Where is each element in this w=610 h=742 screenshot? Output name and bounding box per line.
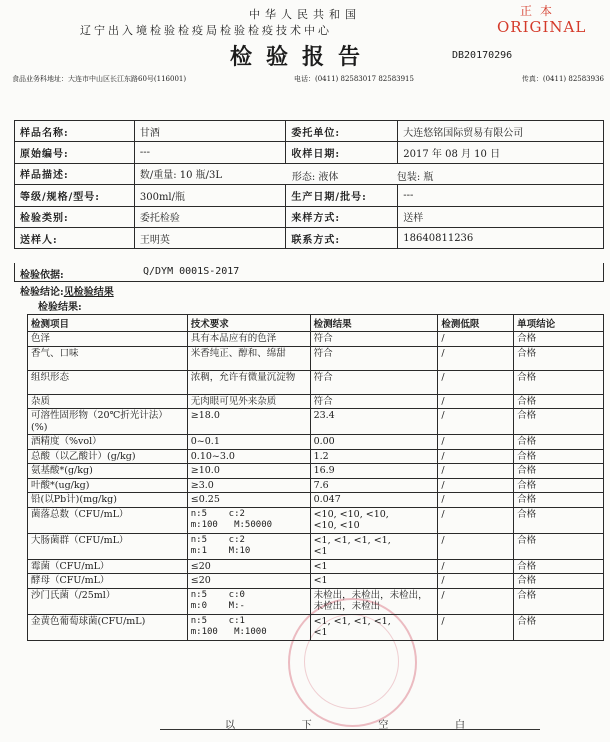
requirement-cell: ≤20 <box>187 574 310 589</box>
requirement-cell: 米香纯正、醇和、绵甜 <box>187 346 310 370</box>
sender-label: 送样人: <box>15 227 135 248</box>
basis: Q/DYM 0001S-2017 <box>143 266 240 277</box>
contact-label: 联系方式: <box>286 227 398 248</box>
desc-cell <box>134 163 603 184</box>
item-cell: 沙门氏菌（/25ml） <box>28 588 188 614</box>
item-cell: 杂质 <box>28 394 188 409</box>
table-row <box>28 614 604 640</box>
result-cell: 16.9 <box>310 464 438 479</box>
blank-char: 以 <box>225 720 235 731</box>
limit-cell: / <box>438 346 514 370</box>
fax: 传真：(0411) 82583936 <box>521 75 604 83</box>
col-header-limit: 检测低限 <box>438 315 514 332</box>
sampling: 送样 <box>398 206 604 227</box>
requirement-cell: 0.10~3.0 <box>187 449 310 464</box>
conclusion-label: 检验结论: <box>20 287 64 298</box>
blank-char: 下 <box>301 720 312 731</box>
item-cell: 香气、口味 <box>28 346 188 370</box>
result-cell: 1.2 <box>310 449 438 464</box>
table-row <box>28 409 604 435</box>
limit-cell: / <box>438 574 514 589</box>
result-cell: 7.6 <box>310 478 438 493</box>
desc-qty: 数/重量: 10 瓶/3L <box>139 170 223 182</box>
col-header-req: 技术要求 <box>187 315 310 332</box>
client-label: 委托单位: <box>286 121 398 142</box>
conclusion-cell: 合格 <box>514 533 604 559</box>
client: 大连悠铭国际贸易有限公司 <box>398 121 604 142</box>
result-cell: <1, <1, <1, <1, <1 <box>310 614 438 640</box>
limit-cell: / <box>438 409 514 435</box>
sample-name-label: 样品名称: <box>15 121 135 142</box>
item-cell: 酵母（CFU/mL） <box>28 574 188 589</box>
requirement-cell: 具有本品应有的色泽 <box>187 332 310 347</box>
conclusion-cell: 合格 <box>514 614 604 640</box>
conclusion-cell: 合格 <box>514 507 604 533</box>
item-cell: 总酸（以乙酸计）(g/kg) <box>28 449 188 464</box>
table-row <box>28 588 604 614</box>
table-row <box>28 370 604 394</box>
basis-row <box>14 263 604 282</box>
type-label: 检验类别: <box>15 206 135 227</box>
grade: 300ml/瓶 <box>134 185 286 206</box>
prod: --- <box>398 185 604 206</box>
limit-cell: / <box>438 332 514 347</box>
results-label: 检验结果: <box>38 302 82 313</box>
result-cell: <1 <box>310 574 438 589</box>
conclusion <box>20 283 114 298</box>
item-cell: 组织形态 <box>28 370 188 394</box>
conclusion-cell: 合格 <box>514 493 604 508</box>
grade-label: 等级/规格/型号: <box>15 185 135 206</box>
conclusion-cell: 合格 <box>514 370 604 394</box>
table-row <box>28 346 604 370</box>
limit-cell: / <box>438 435 514 450</box>
limit-cell: / <box>438 464 514 479</box>
sender: 王明英 <box>134 227 286 248</box>
item-cell: 菌落总数（CFU/mL） <box>28 507 188 533</box>
header-institution: 辽宁出入境检验检疫局检验检疫技术中心 <box>80 24 332 37</box>
limit-cell: / <box>438 478 514 493</box>
table-row <box>28 493 604 508</box>
limit-cell: / <box>438 588 514 614</box>
phone: 电话：(0411) 82583017 82583915 <box>293 75 414 83</box>
blank-char: 空 <box>378 720 389 731</box>
item-cell: 铅(以Pb计)(mg/kg) <box>28 493 188 508</box>
type: 委托检验 <box>134 206 286 227</box>
conclusion-cell: 合格 <box>514 409 604 435</box>
address: 食品业务科地址：大连市中山区长江东路60号(116001) <box>12 75 187 83</box>
requirement-cell: 0~0.1 <box>187 435 310 450</box>
report-number: DB20170296 <box>452 50 513 61</box>
conclusion-cell: 合格 <box>514 435 604 450</box>
item-cell: 叶酸*(ug/kg) <box>28 478 188 493</box>
item-cell: 色泽 <box>28 332 188 347</box>
result-cell: 0.00 <box>310 435 438 450</box>
item-cell: 霉菌（CFU/mL） <box>28 559 188 574</box>
conclusion-cell: 合格 <box>514 588 604 614</box>
table-row <box>28 449 604 464</box>
original-mark-cn: 正本 <box>520 4 561 18</box>
item-cell: 氨基酸*(g/kg) <box>28 464 188 479</box>
requirement-cell: n:5 c:1 m:100 M:1000 <box>187 614 310 640</box>
item-cell: 酒精度（%vol） <box>28 435 188 450</box>
conclusion-cell: 合格 <box>514 464 604 479</box>
table-row <box>28 464 604 479</box>
recv-date: 2017 年 08 月 10 日 <box>398 142 604 163</box>
requirement-cell: ≥18.0 <box>187 409 310 435</box>
conclusion-cell: 合格 <box>514 478 604 493</box>
conclusion-cell: 合格 <box>514 574 604 589</box>
sample-name: 甘酒 <box>134 121 286 142</box>
limit-cell: / <box>438 449 514 464</box>
conclusion-cell: 合格 <box>514 559 604 574</box>
result-cell: 符合 <box>310 332 438 347</box>
table-row <box>28 574 604 589</box>
table-row <box>28 507 604 533</box>
limit-cell: / <box>438 559 514 574</box>
requirement-cell: n:5 c:2 m:100 M:50000 <box>187 507 310 533</box>
result-cell: <1, <1, <1, <1, <1 <box>310 533 438 559</box>
limit-cell: / <box>438 533 514 559</box>
basis-label: 检验依据: <box>20 270 64 281</box>
item-cell: 大肠菌群（CFU/mL） <box>28 533 188 559</box>
sample-info-table <box>14 120 604 249</box>
desc-form: 形态: 液体 <box>291 171 339 183</box>
blank-marker <box>225 716 465 731</box>
col-header-item: 检测项目 <box>28 315 188 332</box>
limit-cell: / <box>438 493 514 508</box>
limit-cell: / <box>438 394 514 409</box>
orig-no-label: 原始编号: <box>15 142 135 163</box>
conclusion-cell: 合格 <box>514 346 604 370</box>
limit-cell: / <box>438 614 514 640</box>
col-header-result: 检测结果 <box>310 315 438 332</box>
requirement-cell: ≤0.25 <box>187 493 310 508</box>
header-country: 中华人民共和国 <box>249 8 361 21</box>
requirement-cell: ≥3.0 <box>187 478 310 493</box>
table-row <box>28 332 604 347</box>
conclusion-cell: 合格 <box>514 394 604 409</box>
requirement-cell: 浓稠，允许有微量沉淀物 <box>187 370 310 394</box>
result-cell: 符合 <box>310 346 438 370</box>
sampling-label: 来样方式: <box>286 206 398 227</box>
limit-cell: / <box>438 507 514 533</box>
table-row <box>28 533 604 559</box>
contact: 18640811236 <box>398 227 604 248</box>
blank-char: 白 <box>454 720 465 731</box>
result-cell: 23.4 <box>310 409 438 435</box>
result-cell: 符合 <box>310 370 438 394</box>
conclusion-cell: 合格 <box>514 332 604 347</box>
orig-no: --- <box>134 142 286 163</box>
result-cell: 0.047 <box>310 493 438 508</box>
desc-pack: 包装: 瓶 <box>396 171 434 183</box>
address-line <box>12 74 604 84</box>
requirement-cell: ≤20 <box>187 559 310 574</box>
result-cell: 未检出，未检出，未检出，未检出，未检出 <box>310 588 438 614</box>
table-row <box>28 435 604 450</box>
table-row <box>28 394 604 409</box>
recv-date-label: 收样日期: <box>286 142 398 163</box>
item-cell: 可溶性固形物（20℃折光计法）(%) <box>28 409 188 435</box>
desc-label: 样品描述: <box>15 163 135 184</box>
result-cell: <1 <box>310 559 438 574</box>
requirement-cell: n:5 c:2 m:1 M:10 <box>187 533 310 559</box>
table-row <box>28 478 604 493</box>
requirement-cell: ≥10.0 <box>187 464 310 479</box>
requirement-cell: n:5 c:0 m:0 M:- <box>187 588 310 614</box>
table-row <box>28 559 604 574</box>
limit-cell: / <box>438 370 514 394</box>
result-cell: <10, <10, <10, <10, <10 <box>310 507 438 533</box>
report-title: 检验报告 <box>230 44 375 70</box>
result-cell: 符合 <box>310 394 438 409</box>
item-cell: 金黄色葡萄球菌(CFU/mL) <box>28 614 188 640</box>
conclusion-cell: 合格 <box>514 449 604 464</box>
prod-label: 生产日期/批号: <box>286 185 398 206</box>
col-header-conclusion: 单项结论 <box>514 315 604 332</box>
original-mark-en: ORIGINAL <box>497 18 587 36</box>
requirement-cell: 无肉眼可见外来杂质 <box>187 394 310 409</box>
conclusion-value: 见检验结果 <box>63 287 114 298</box>
results-table <box>27 314 604 641</box>
